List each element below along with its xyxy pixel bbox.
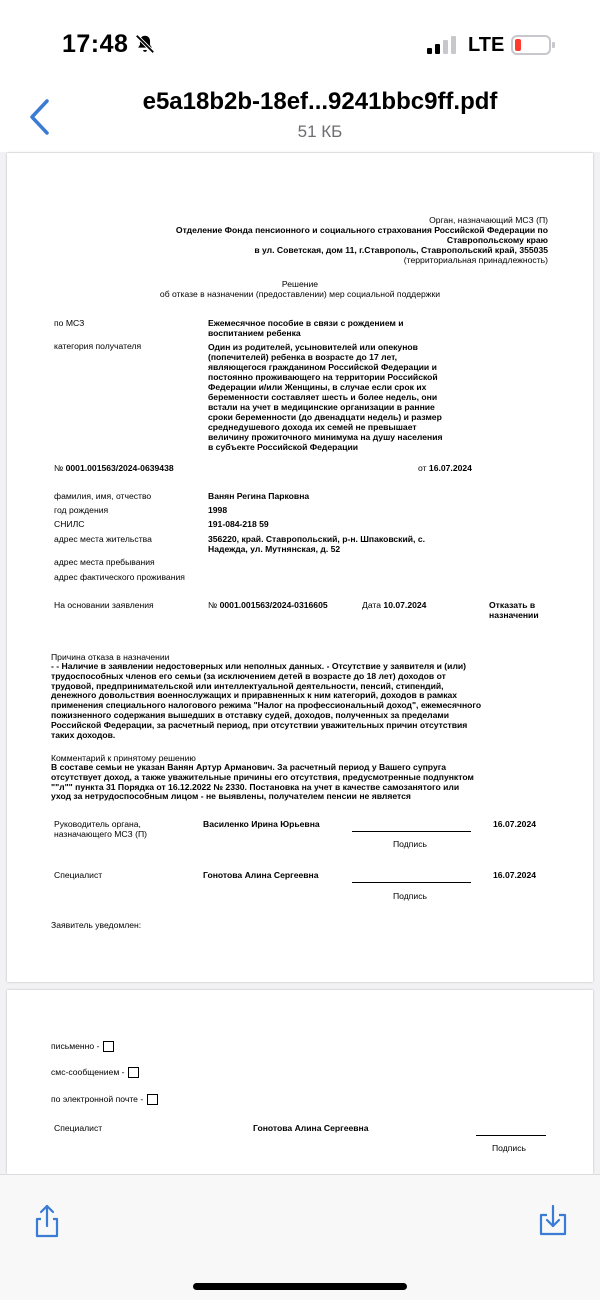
comment-label: Комментарий к принятому решению [51, 753, 196, 763]
category-line: величину прожиточного минимума на душу населения [208, 432, 443, 442]
date-prefix: от [418, 463, 427, 473]
nav-header [0, 86, 600, 152]
option-email [51, 1094, 158, 1105]
number-value: 0001.001563/2024-0639438 [65, 463, 174, 473]
share-icon[interactable] [33, 1203, 61, 1239]
decision-subtitle: об отказе в назначении (предоставлении) мер социальной поддержки [159, 289, 441, 299]
app-prefix: № [208, 600, 218, 610]
category-line: Один из родителей, усыновителей или опекунов [208, 342, 418, 352]
app-date-label: Дата [362, 600, 382, 610]
reason-label: Причина отказа в назначении [51, 652, 170, 662]
reason-text [51, 662, 561, 740]
category-line: встали на учет в медицинские организации в ранние [208, 402, 435, 412]
fio-value: Ванян Регина Парковна [208, 491, 310, 501]
option-written-label: письменно - [51, 1040, 100, 1051]
reason-line: применения специального налогового режима "Налог на профессиональный доход", ежемесячного [51, 700, 482, 711]
bell-slash-icon [134, 33, 156, 55]
org-name: Отделение Фонда пенсионного и социального страхования Российской Федерации по [175, 224, 548, 235]
file-name: e5a18b2b-18ef...9241bbc9ff.pdf [142, 88, 498, 115]
sms-checkbox[interactable] [128, 1067, 139, 1078]
birth-value: 1998 [208, 505, 228, 515]
category-line: в субъекте Российской Федерации [208, 442, 359, 452]
org-note: (территориальная принадлежность) [403, 254, 548, 265]
comment-line: В составе семьи не указан Ванян Артур Арманович. За расчетный период у Вашего супруга [51, 762, 447, 772]
application-number [208, 601, 328, 611]
category-line: сроки беременности (до двенадцати недель) и размер [208, 412, 442, 422]
category-line: среднедушевого дохода их семей не превышает [208, 422, 417, 432]
category-line: (попечителей) ребенка в возрасте до 17 лет, [208, 352, 398, 362]
date-value: 16.07.2024 [428, 463, 472, 473]
reason-line: денежного довольствия военнослужащих и приравненных к ним категорий, доходов в рамках [51, 690, 458, 701]
reason-line: - - Наличие в заявлении недостоверных или неполных данных. - Отсутствие у заявителя и (или) [51, 661, 467, 671]
fio-label: фамилия, имя, отчество [54, 491, 152, 501]
org-block [107, 216, 548, 265]
category-line: постоянно проживающего на территории Российской [208, 372, 438, 382]
birth-label: год рождения [54, 505, 109, 515]
category-line: беременности составляет шесть и более недель, они [208, 392, 438, 402]
p2-specialist-name: Гонотова Алина Сергеевна [253, 1123, 369, 1133]
basis-label: На основании заявления [54, 600, 154, 610]
comment-text [51, 763, 561, 802]
status-bar [0, 0, 600, 90]
option-sms [51, 1067, 139, 1078]
stay-label: адрес места пребывания [54, 557, 155, 567]
battery-low-icon [511, 35, 555, 55]
snils-label: СНИЛС [54, 519, 85, 529]
msz-value-line: воспитанием ребенка [208, 327, 301, 338]
comment-line: уход за нетрудоспособным лицом - не выявлены, получателем пенсии не является [51, 791, 411, 802]
head-signature-line [352, 831, 471, 832]
comment-line: ""л"" пункта 31 Порядка от 16.12.2022 № 2330. Постановка на учет в качестве самозанятого или [51, 781, 460, 792]
p2-signature-label: Подпись [492, 1143, 527, 1153]
download-icon[interactable] [538, 1203, 568, 1237]
head-name: Василенко Ирина Юрьевна [203, 819, 320, 829]
bottom-toolbar [0, 1174, 600, 1300]
reason-line: пожизненного содержания вышедших в отставку судей, доходов, полученных за пределами [51, 709, 450, 720]
chevron-left-icon[interactable] [28, 98, 50, 136]
application-date [362, 601, 426, 611]
reason-line: трудоспособных членов его семьи (за исключением детей в возрасте до 18 лет) доходов от [51, 670, 446, 681]
org-address: в ул. Советская, дом 11, г.Ставрополь, Ставропольский край, 355035 [254, 244, 548, 255]
msz-label: по МСЗ [54, 318, 85, 328]
org-label: Орган, назначающий МСЗ (П) [429, 215, 548, 225]
specialist-signature-line [352, 882, 471, 883]
p2-signature-line [476, 1135, 546, 1136]
decision-date [418, 464, 472, 474]
file-size: 51 КБ [297, 122, 343, 141]
specialist-date: 16.07.2024 [493, 870, 537, 880]
written-checkbox[interactable] [103, 1041, 114, 1052]
comment-line: отсутствует доход, а также уважительные причины его отсутствия, предусмотренные подпунктом [51, 771, 474, 782]
address-line: Надежда, ул. Мутнянская, д. 52 [208, 543, 341, 554]
decision-line: Отказать в [489, 600, 536, 610]
decision-title: Решение [281, 279, 319, 289]
head-signature-label: Подпись [393, 839, 428, 849]
decision-line: назначении [489, 609, 539, 620]
specialist-signature-label: Подпись [393, 891, 428, 901]
org-region: Ставропольскому краю [446, 234, 548, 245]
app-date-value: 10.07.2024 [383, 600, 427, 610]
option-sms-label: смс-сообщением - [51, 1066, 125, 1077]
address-line: 356220, край. Ставропольский, р-н. Шпаковский, с. [208, 534, 425, 544]
specialist-name: Гонотова Алина Сергеевна [203, 870, 319, 880]
status-time: 17:48 [62, 30, 129, 58]
option-written [51, 1041, 114, 1052]
network-label: LTE [468, 34, 505, 56]
document-page-1 [7, 153, 593, 982]
decision-number [54, 464, 174, 474]
email-checkbox[interactable] [147, 1094, 158, 1105]
specialist-label: Специалист [54, 870, 103, 880]
head-label-line: Руководитель органа, [54, 819, 141, 829]
head-label [54, 820, 147, 840]
reason-line: таких доходов. [51, 729, 116, 740]
snils-value: 191-084-218 59 [208, 519, 269, 529]
signal-icon [427, 36, 461, 54]
document-page-2 [7, 990, 593, 1174]
category-label: категория получателя [54, 341, 142, 351]
address-value [208, 535, 508, 555]
p2-specialist-label: Специалист [54, 1123, 103, 1133]
option-email-label: по электронной почте - [51, 1093, 144, 1104]
home-indicator[interactable] [193, 1283, 407, 1290]
head-label-line: назначающего МСЗ (П) [54, 828, 148, 839]
msz-value [208, 319, 508, 339]
msz-value-line: Ежемесячное пособие в связи с рождением и [208, 318, 404, 328]
decision-result [489, 601, 539, 621]
actual-address-label: адрес фактического проживания [54, 572, 185, 582]
app-number-value: 0001.001563/2024-0316605 [219, 600, 328, 610]
address-label: адрес места жительства [54, 534, 152, 544]
category-value [208, 342, 528, 452]
number-prefix: № [54, 463, 64, 473]
category-line: являющегося гражданином Российской Федерации и [208, 362, 437, 372]
notified-label: Заявитель уведомлен: [51, 920, 142, 930]
category-line: Федерации и/или Женщины, в случае если срок их [208, 382, 427, 392]
reason-line: трудовой, предпринимательской или интеллектуальной деятельности, пенсий, стипендий, [51, 680, 444, 691]
reason-line: Российской Федерации, за расчетный период, при отсутствии уважительных причин отсутствия [51, 719, 468, 730]
head-date: 16.07.2024 [493, 819, 537, 829]
